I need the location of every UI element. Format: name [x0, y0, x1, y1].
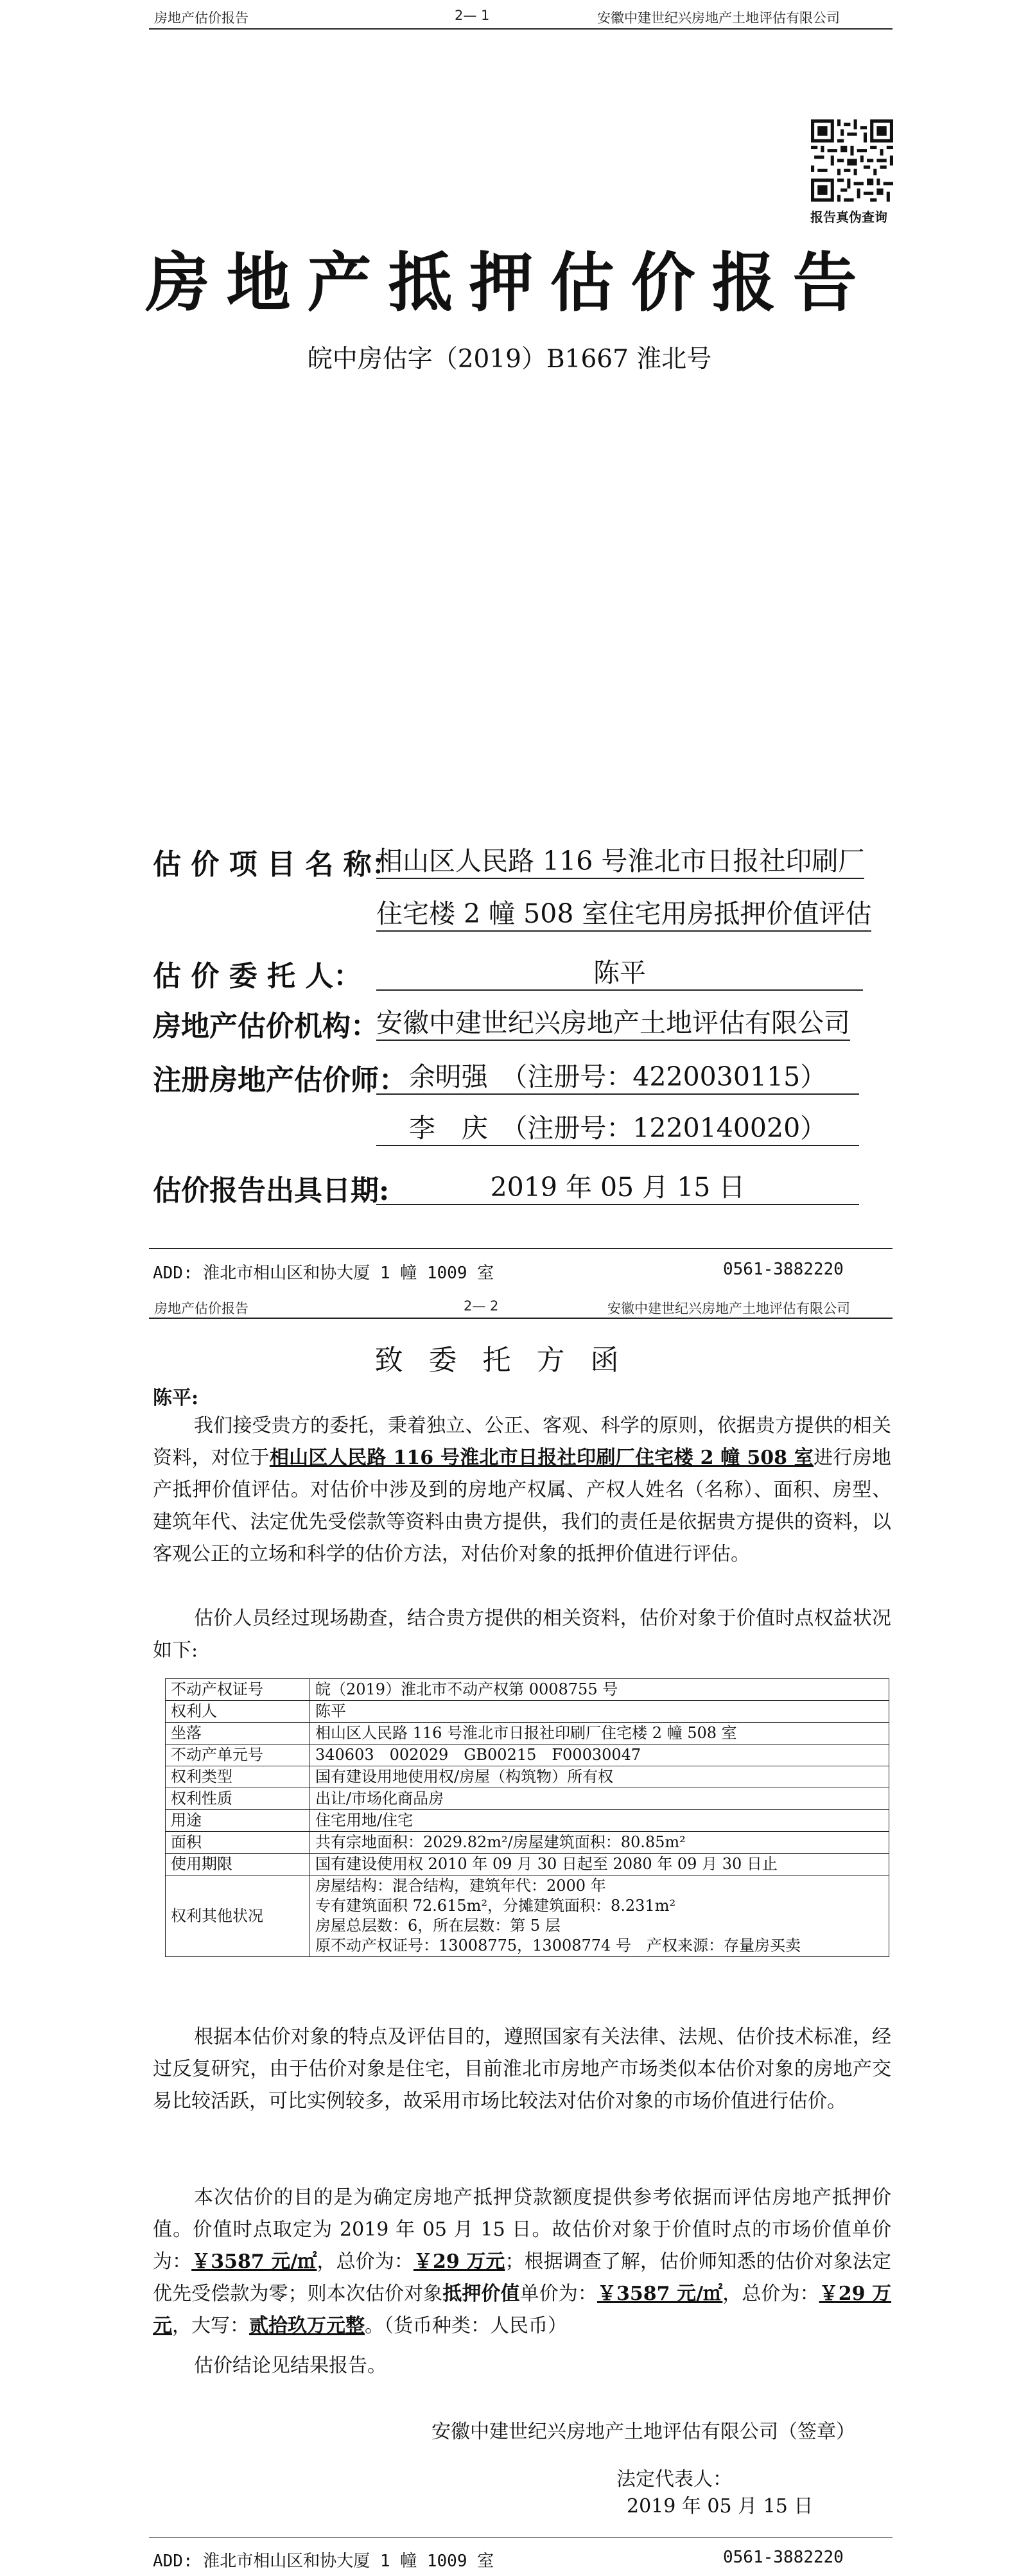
client-value: 陈平: [376, 952, 863, 991]
agency-label: 房地产估价机构：: [153, 1010, 379, 1043]
table-value-line: 原不动产权证号：13008775，13008774 号 产权来源：存量房买卖: [315, 1936, 801, 1954]
date-value: 2019 年 05 月 15 日: [376, 1166, 859, 1205]
table-value-line: 共有宗地面积：2029.82m²/房屋建筑面积：80.85m²: [315, 1833, 686, 1851]
table-row: [166, 1875, 889, 1957]
mortgage-unit-price: ￥3587 元/㎡: [597, 2283, 723, 2305]
table-value: [310, 1745, 889, 1766]
table-row: [166, 1745, 889, 1766]
page2-footer-address: ADD: 淮北市相山区和协大厦 1 幢 1009 室: [153, 2552, 494, 2571]
table-row: [166, 1766, 889, 1788]
table-row: [166, 1788, 889, 1810]
page1-header-left: 房地产估价报告: [154, 10, 248, 26]
table-key: 权利类型: [166, 1766, 310, 1788]
table-value-line: 皖（2019）淮北市不动产权第 0008755 号: [315, 1680, 618, 1698]
salutation: 陈平:: [153, 1387, 199, 1409]
page2-header-page: 2— 2: [464, 1298, 499, 1314]
table-key: 不动产单元号: [166, 1745, 310, 1766]
page2-header-rule: [149, 1318, 893, 1319]
table-key: 面积: [166, 1832, 310, 1854]
table-value-line: 住宅用地/住宅: [315, 1811, 414, 1829]
client-label: 估 价 委 托 人：: [153, 960, 362, 993]
page2-header-right: 安徽中建世纪兴房地产土地评估有限公司: [607, 1301, 850, 1316]
project-line-1: 相山区人民路 116 号淮北市日报社印刷厂: [376, 840, 864, 879]
table-row: [166, 1701, 889, 1723]
page1-header-rule: [149, 28, 893, 30]
qr-caption: 报告真伪查询: [810, 209, 887, 225]
table-key: 权利其他状况: [166, 1875, 310, 1957]
table-row: [166, 1832, 889, 1854]
table-key: 坐落: [166, 1723, 310, 1745]
letter-paragraph-2: 估价人员经过现场勘查，结合贵方提供的相关资料，估价对象于价值时点权益状况如下:: [153, 1607, 891, 1662]
letter-paragraph-5: 估价结论见结果报告。: [194, 2354, 387, 2377]
table-value: [310, 1788, 889, 1810]
table-value-line: 陈平: [315, 1702, 346, 1720]
qr-code-icon[interactable]: [811, 119, 893, 202]
agency-value: 安徽中建世纪兴房地产土地评估有限公司: [376, 1002, 850, 1041]
table-row: [166, 1679, 889, 1701]
table-value-line: 房屋总层数：6，所在层数：第 5 层: [315, 1917, 561, 1935]
table-value: [310, 1723, 889, 1745]
table-key: 权利人: [166, 1701, 310, 1723]
page2-footer-phone: 0561-3882220: [723, 2548, 844, 2567]
signature-date: 2019 年 05 月 15 日: [627, 2495, 814, 2518]
table-key: 权利性质: [166, 1788, 310, 1810]
letter-title: 致委托方函: [374, 1344, 645, 1377]
table-value: [310, 1810, 889, 1832]
table-value-line: 340603 002029 GB00215 F00030047: [315, 1746, 641, 1764]
appraiser-1: 余明强 （注册号：4220030115）: [376, 1056, 859, 1095]
table-value-line: 国有建设使用权 2010 年 09 月 30 日起至 2080 年 09 月 30 日止: [315, 1855, 778, 1873]
letter-paragraph-3: 根据本估价对象的特点及评估目的，遵照国家有关法律、法规、估价技术标准，经过反复研究，由于估价对象是住宅，目前淮北市房地产市场类似本估价对象的房地产交易比较活跃，可比实例较多，故采用市场比较法对估价对象的市场价值进行估价。: [153, 2026, 891, 2112]
table-key: 用途: [166, 1810, 310, 1832]
table-value-line: 出让/市场化商品房: [315, 1789, 444, 1807]
market-total-price: ￥29 万元: [413, 2250, 505, 2273]
market-unit-price: ￥3587 元/㎡: [191, 2250, 317, 2273]
table-value: [310, 1679, 889, 1701]
appraiser-2: 李 庆 （注册号：1220140020）: [376, 1107, 859, 1146]
page2-header-left: 房地产估价报告: [154, 1301, 248, 1316]
date-label: 估价报告出具日期:: [153, 1174, 390, 1207]
letter-paragraph-1: 我们接受贵方的委托，秉着独立、公正、客观、科学的原则，依据贵方提供的相关资料，对位于相山区人民路 116 号淮北市日报社印刷厂住宅楼 2 幢 508 室进行房地产抵押价值评估。对估价中涉及到的房地产权属、产权人姓名（名称）、面积、房型、建筑年代、法定优先受偿款等资料由贵方提供，我们的责任是依据贵方提供的资料，以客观公正的立场和科学的估价方法，对估价对象的抵押价值进行评估。: [153, 1414, 891, 1565]
report-number: 皖中房估字（2019）B1667 淮北号: [307, 345, 712, 374]
table-row: [166, 1723, 889, 1745]
page1-header-right: 安徽中建世纪兴房地产土地评估有限公司: [597, 10, 840, 26]
table-value: [310, 1875, 889, 1957]
company-seal: 安徽中建世纪兴房地产土地评估有限公司（签章）: [431, 2421, 855, 2443]
rights-table: [165, 1678, 889, 1957]
capital-amount: 贰拾玖万元整: [249, 2315, 365, 2337]
table-value: [310, 1766, 889, 1788]
table-value: [310, 1701, 889, 1723]
project-line-2: 住宅楼 2 幢 508 室住宅用房抵押价值评估: [376, 892, 871, 932]
table-key: 不动产权证号: [166, 1679, 310, 1701]
table-value: [310, 1854, 889, 1875]
table-key: 使用期限: [166, 1854, 310, 1875]
table-row: [166, 1854, 889, 1875]
report-title: 房地产抵押估价报告: [145, 245, 874, 320]
page1-footer-rule: [149, 1248, 893, 1249]
table-value: [310, 1832, 889, 1854]
letter-paragraph-4: 本次估价的目的是为确定房地产抵押贷款额度提供参考依据而评估房地产抵押价值。价值时点取定为 2019 年 05 月 15 日。故估价对象于价值时点的市场价值单价为：￥3587 元/㎡，总价为：￥29 万元；根据调查了解，估价师知悉的估价对象法定优先受偿款为零；则本次估价对象抵押价值单价为：￥3587 元/㎡，总价为：￥29 万元，大写：贰拾玖万元整。（货币种类：人民币）: [153, 2186, 892, 2337]
table-value-line: 专有建筑面积 72.615m²，分摊建筑面积：8.231m²: [315, 1897, 676, 1915]
page1-header-page: 2— 1: [455, 8, 490, 23]
project-label: 估 价 项 目 名 称：: [153, 848, 400, 881]
page1-footer-phone: 0561-3882220: [723, 1260, 844, 1279]
page1-footer-address: ADD: 淮北市相山区和协大厦 1 幢 1009 室: [153, 1264, 494, 1283]
page2-footer-rule: [149, 2537, 893, 2538]
table-value-line: 相山区人民路 116 号淮北市日报社印刷厂住宅楼 2 幢 508 室: [315, 1724, 737, 1742]
mortgage-total-price: ￥29 万元: [153, 2283, 892, 2337]
property-address: 相山区人民路 116 号淮北市日报社印刷厂住宅楼 2 幢 508 室: [269, 1447, 814, 1469]
table-row: [166, 1810, 889, 1832]
legal-representative: 法定代表人：: [616, 2468, 732, 2491]
table-value-line: 房屋结构：混合结构，建筑年代：2000 年: [315, 1877, 606, 1895]
table-value-line: 国有建设用地使用权/房屋（构筑物）所有权: [315, 1768, 614, 1786]
appraiser-label: 注册房地产估价师：: [153, 1064, 407, 1097]
